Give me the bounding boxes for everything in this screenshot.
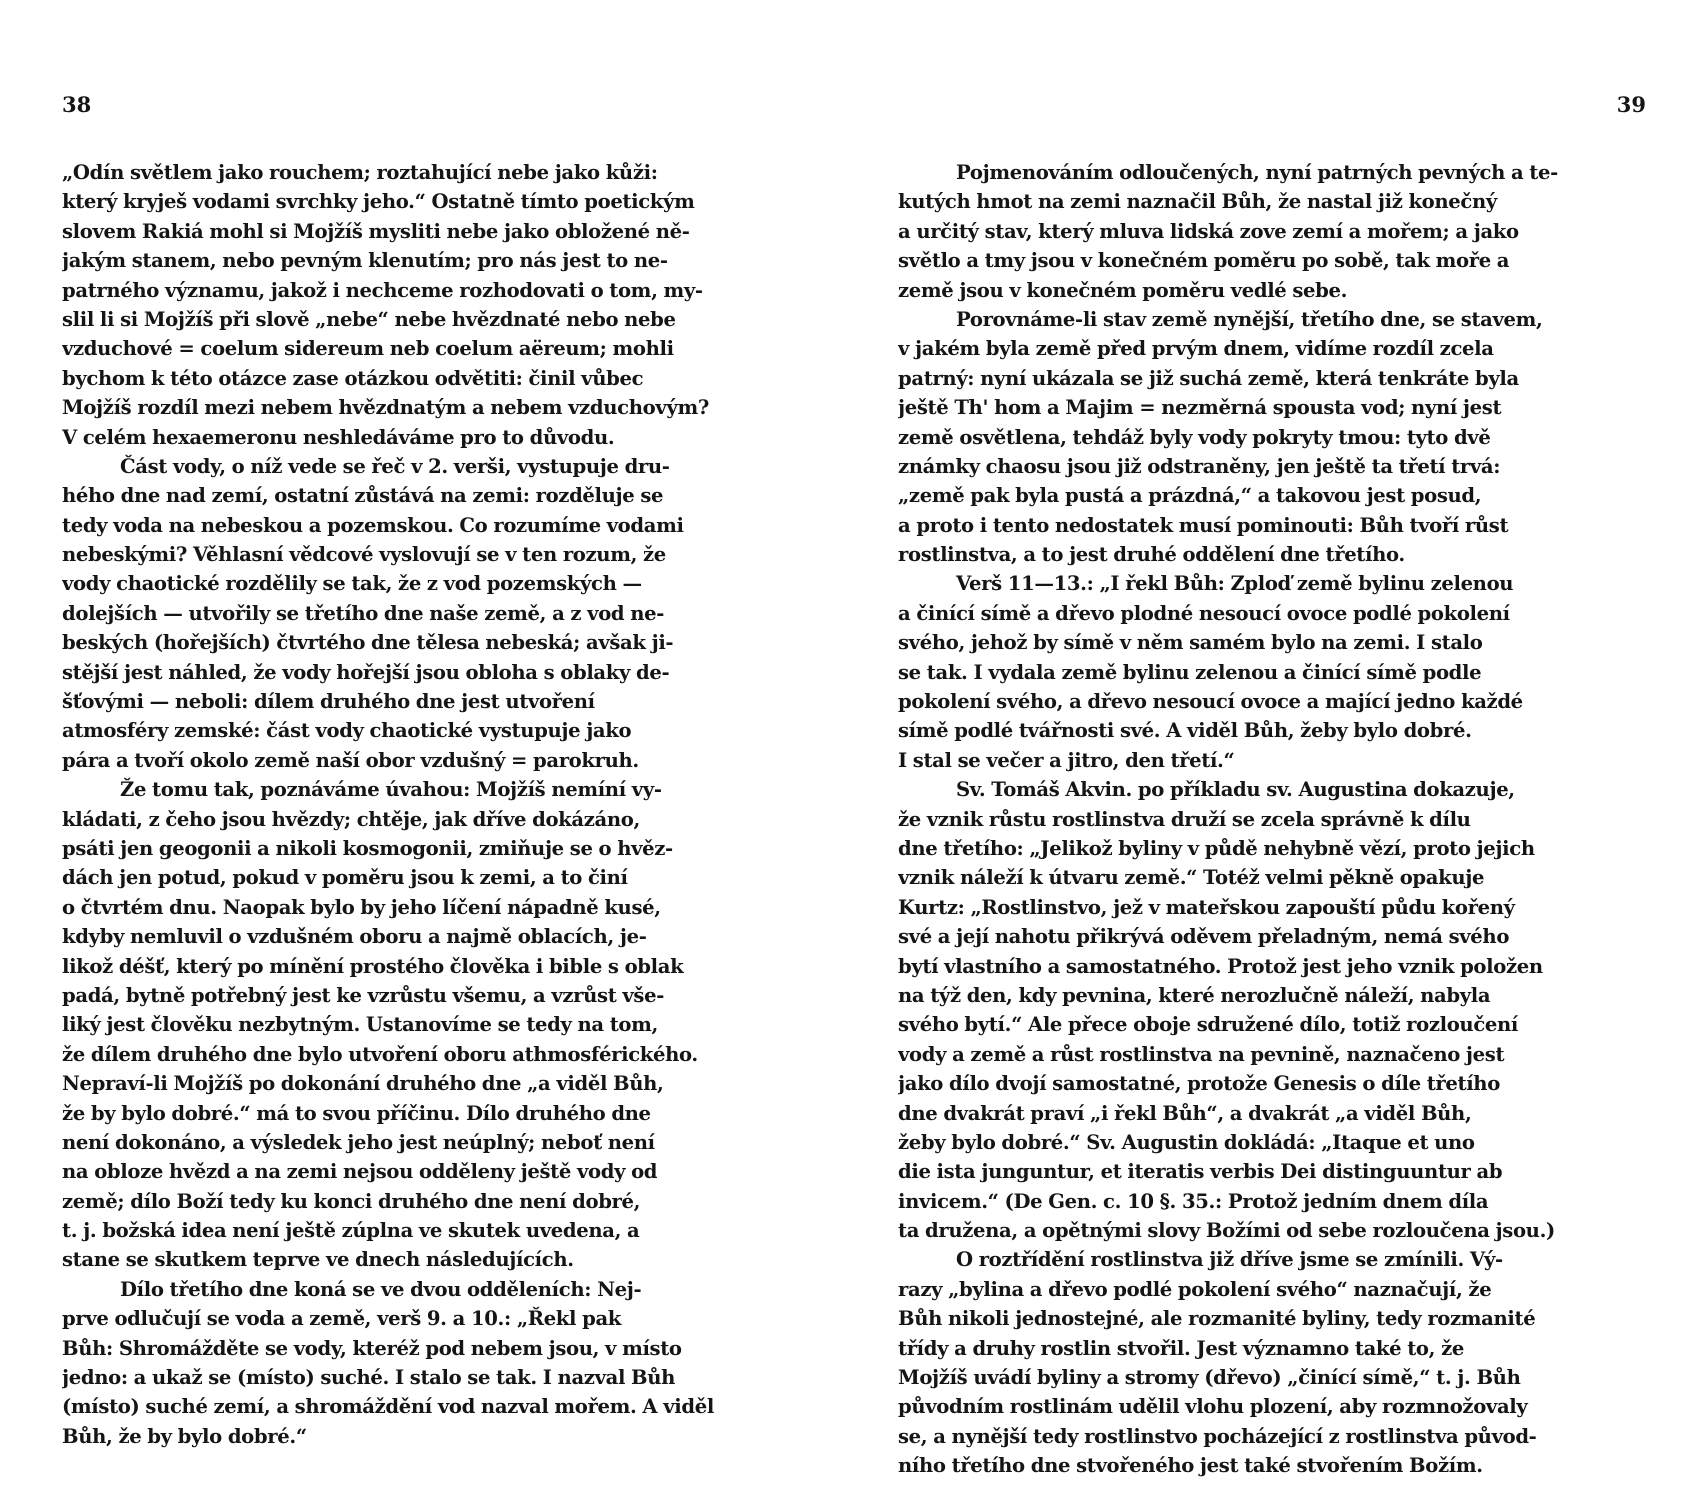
text-line: že dílem druhého dne bylo utvoření oboru athmosférického. (62, 1042, 698, 1066)
text-line: kdyby nemluvil o vzdušném oboru a najmě oblacích, je- (62, 925, 647, 949)
text-line: země; dílo Boží tedy ku konci druhého dne není dobré, (62, 1189, 641, 1213)
text-line: o čtvrtém dnu. Naopak bylo by jeho líčení nápadně kusé, (62, 895, 661, 919)
text-line: hého dne nad zemí, ostatní zůstává na zemi: rozděluje se (62, 484, 664, 508)
text-line: jakým stanem, nebo pevným klenutím; pro nás jest to ne- (62, 249, 668, 273)
text-line: země osvětlena, tehdáž byly vody pokryty tmou: tyto dvě (898, 425, 1491, 449)
text-line: pára a tvoří okolo země naší obor vzdušný = parokruh. (62, 748, 639, 772)
text-line: Nepraví-li Mojžíš po dokonání druhého dne „a viděl Bůh, (62, 1072, 664, 1096)
text-line: na týž den, kdy pevnina, které nerozlučně náleží, nabyla (898, 983, 1491, 1007)
page-number: 39 (1616, 92, 1646, 117)
text-line: dách jen potud, pokud v poměru jsou k zemi, a to činí (62, 866, 628, 890)
text-line: (místo) suché zemí, a shromáždění vod nazval mořem. A viděl (62, 1395, 714, 1419)
page-number: 38 (62, 92, 92, 117)
text-line: Mojžíš rozdíl mezi nebem hvězdnatým a nebem vzduchovým? (62, 396, 709, 420)
text-line: není dokonáno, a výsledek jeho jest neúplný; neboť není (62, 1130, 655, 1154)
text-line: likož déšť, který po mínění prostého člověka i bible s oblak (62, 954, 684, 978)
text-line: V celém hexaemeronu neshledáváme pro to důvodu. (62, 425, 615, 449)
text-line: atmosféry zemské: část vody chaotické vystupuje jako (62, 719, 632, 743)
text-line: slil li si Mojžíš při slově „nebe“ nebe hvězdnaté nebo nebe (62, 307, 676, 331)
text-line: Bůh, že by bylo dobré.“ (62, 1424, 307, 1448)
text-line: Dílo třetího dne koná se ve dvou odděleních: Nej- (120, 1277, 642, 1301)
text-line: patrný: nyní ukázala se již suchá země, která tenkráte byla (898, 366, 1519, 390)
text-line: kládati, z čeho jsou hvězdy; chtěje, jak dříve dokázáno, (62, 807, 640, 831)
text-line: razy „bylina a dřevo podlé pokolení svého“ naznačují, že (898, 1277, 1492, 1301)
text-line: kutých hmot na zemi naznačil Bůh, že nastal již konečný (898, 190, 1497, 214)
text-line: vody chaotické rozdělily se tak, že z vod pozemských — (62, 572, 642, 596)
text-line: ta družena, a opětnými slovy Božími od sebe rozloučena jsou.) (898, 1219, 1555, 1243)
text-line: Bůh: Shromážděte se vody, kteréž pod nebem jsou, v místo (62, 1336, 682, 1360)
text-line: vody a země a růst rostlinstva na pevnině, naznačeno jest (898, 1042, 1505, 1066)
text-line: který kryješ vodami svrchky jeho.“ Ostatně tímto poetickým (62, 190, 695, 214)
text-line: jedno: a ukaž se (místo) suché. I stalo se tak. I nazval Bůh (62, 1366, 676, 1390)
text-line: ního třetího dne stvořeného jest také stvořením Božím. (898, 1454, 1483, 1478)
text-line: Část vody, o níž vede se řeč v 2. verši, vystupuje dru- (120, 454, 670, 478)
text-line: „země pak byla pustá a prázdná,“ a takovou jest posud, (898, 484, 1482, 508)
text-line: že by bylo dobré.“ má to svou příčinu. Dílo druhého dne (62, 1101, 651, 1125)
text-line: „Odín světlem jako rouchem; roztahující nebe jako kůži: (62, 161, 658, 184)
text-line: Kurtz: „Rostlinstvo, jež v mateřskou zapouští půdu kořený (898, 895, 1515, 919)
text-line: invicem.“ (De Gen. c. 10 §. 35.: Protož jedním dnem díla (898, 1189, 1489, 1213)
text-line: I stal se večer a jitro, den třetí.“ (898, 748, 1235, 772)
text-line: jako dílo dvojí samostatné, protože Genesis o díle třetího (898, 1072, 1500, 1096)
text-line: šťovými — neboli: dílem druhého dne jest utvoření (62, 690, 595, 714)
text-line: a proto i tento nedostatek musí pominouti: Bůh tvoří růst (898, 513, 1509, 537)
text-line: známky chaosu jsou již odstraněny, jen ještě ta třetí trvá: (898, 454, 1501, 478)
text-line: die ista junguntur, et iteratis verbis Dei distinguuntur ab (898, 1160, 1503, 1184)
text-line: na obloze hvězd a na zemi nejsou odděleny ještě vody od (62, 1160, 658, 1184)
text-line: liký jest člověku nezbytným. Ustanovíme se tedy na tom, (62, 1013, 659, 1037)
text-line: třídy a druhy rostlin stvořil. Jest významno také to, že (898, 1336, 1464, 1360)
text-line: dne třetího: „Jelikož byliny v půdě nehybně vězí, proto jejich (898, 836, 1535, 860)
text-line: Bůh nikoli jednostejné, ale rozmanité byliny, tedy rozmanité (898, 1307, 1536, 1331)
text-line: svého, jehož by símě v něm samém bylo na zemi. I stalo (898, 631, 1483, 655)
text-line: O roztřídění rostlinstva již dříve jsme se zmínili. Vý- (956, 1248, 1503, 1272)
text-line: bychom k této otázce zase otázkou odvětiti: činil vůbec (62, 366, 644, 390)
text-line: padá, bytně potřebný jest ke vzrůstu všemu, a vzrůst vše- (62, 983, 664, 1007)
text-line: že vznik růstu rostlinstva druží se zcela správně k dílu (898, 807, 1471, 831)
text-line: patrného významu, jakož i nechceme rozhodovati o tom, my- (62, 278, 703, 302)
text-line: Že tomu tak, poznáváme úvahou: Mojžíš nemíní vy- (120, 778, 662, 802)
text-line: země jsou v konečném poměru vedlé sebe. (898, 278, 1348, 302)
text-line: pokolení svého, a dřevo nesoucí ovoce a mající jedno každé (898, 690, 1523, 714)
text-line: tedy voda na nebeskou a pozemskou. Co rozumíme vodami (62, 513, 684, 537)
text-line: símě podlé tvářnosti své. A viděl Bůh, žeby bylo dobré. (898, 719, 1472, 743)
text-line: Mojžíš uvádí byliny a stromy (dřevo) „činící símě,“ t. j. Bůh (898, 1366, 1521, 1390)
text-line: a činící símě a dřevo plodné nesoucí ovoce podlé pokolení (898, 601, 1510, 625)
text-line: původním rostlinám udělil vlohu plození, aby rozmnožovaly (898, 1395, 1528, 1419)
text-line: a určitý stav, který mluva lidská zove zemí a mořem; a jako (898, 219, 1519, 243)
text-line: ještě Th' hom a Majim = nezměrná spousta vod; nyní jest (898, 396, 1502, 420)
text-line: Verš 11—13.: „I řekl Bůh: Zploď země bylinu zelenou (956, 572, 1514, 596)
text-line: beských (hořejších) čtvrtého dne tělesa nebeská; avšak ji- (62, 631, 674, 655)
text-line: t. j. božská idea není ještě zúplna ve skutek uvedena, a (62, 1219, 640, 1243)
text-line: své a její nahotu přikrývá oděvem přeladným, nemá svého (898, 925, 1510, 949)
text-line: dolejších — utvořily se třetího dne naše země, a z vod ne- (62, 601, 665, 625)
text-line: nebeskými? Věhlasní vědcové vyslovují se v ten rozum, že (62, 543, 666, 567)
text-line: Porovnáme-li stav země nynější, třetího dne, se stavem, (956, 307, 1543, 331)
text-line: se tak. I vydala země bylinu zelenou a činící símě podle (898, 660, 1482, 684)
text-line: rostlinstva, a to jest druhé oddělení dne třetího. (898, 543, 1405, 567)
page-text (898, 158, 1646, 1481)
text-line: psáti jen geogonii a nikoli kosmogonii, zmiňuje se o hvěz- (62, 836, 673, 860)
left-page (62, 92, 810, 1451)
text-line: stější jest náhled, že vody hořejší jsou obloha s oblaky de- (62, 660, 670, 684)
text-line: vzduchové = coelum sidereum neb coelum aëreum; mohli (62, 337, 674, 361)
text-line: slovem Rakiá mohl si Mojžíš mysliti nebe jako obložené ně- (62, 219, 690, 243)
text-line: prve odlučují se voda a země, verš 9. a 10.: „Řekl pak (62, 1307, 622, 1331)
text-line: svého bytí.“ Ale přece oboje sdružené dílo, totiž rozloučení (898, 1013, 1519, 1037)
text-line: se, a nynější tedy rostlinstvo pocházející z rostlinstva původ- (898, 1424, 1537, 1448)
text-line: žeby bylo dobré.“ Sv. Augustin dokládá: „Itaque et uno (898, 1130, 1475, 1154)
text-line: světlo a tmy jsou v konečném poměru po sobě, tak moře a (898, 249, 1510, 273)
page-text (62, 158, 810, 1451)
text-line: Pojmenováním odloučených, nyní patrných pevných a te- (956, 161, 1558, 184)
text-line: bytí vlastního a samostatného. Protož jest jeho vznik položen (898, 954, 1543, 978)
right-page (898, 92, 1646, 1481)
text-line: stane se skutkem teprve ve dnech následujících. (62, 1248, 574, 1272)
text-line: dne dvakrát praví „i řekl Bůh“, a dvakrát „a viděl Bůh, (898, 1101, 1472, 1125)
text-line: v jakém byla země před prvým dnem, vidíme rozdíl zcela (898, 337, 1494, 361)
text-line: Sv. Tomáš Akvin. po příkladu sv. Augustina dokazuje, (956, 778, 1515, 802)
text-line: vznik náleží k útvaru země.“ Totéž velmi pěkně opakuje (898, 866, 1485, 890)
